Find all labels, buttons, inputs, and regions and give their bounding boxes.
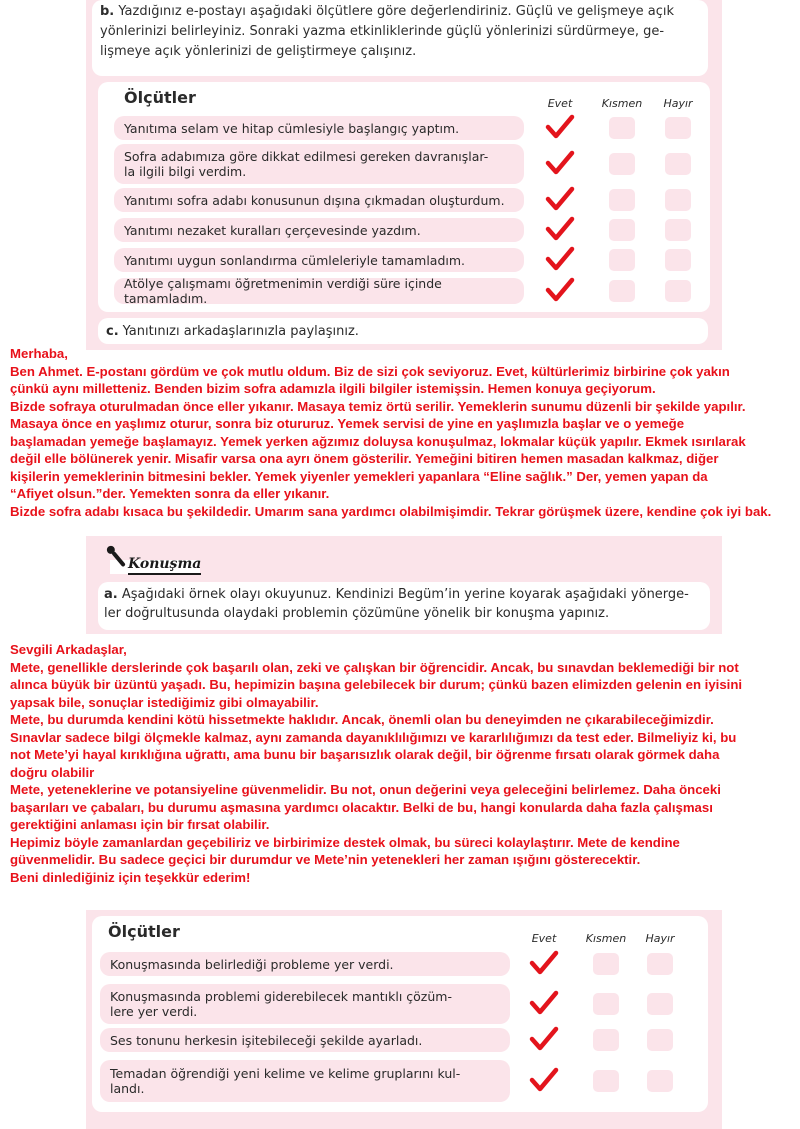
column-kismen-2: Kısmen	[585, 932, 627, 945]
letter-line: kişilerin yemeklerinin bitmesini bekler. Yemek yiyenler yemekleri yapanlara “Eline sağlık.” Der, yemen yapan da	[10, 468, 708, 484]
answer-checkbox-kısmen[interactable]	[609, 153, 635, 175]
criteria-row-line: Sofra adabımıza göre dikkat edilmesi gereken davranışlar-	[124, 149, 489, 164]
speech-line: Mete, genellikle derslerinde çok başarılı olan, zeki ve çalışkan bir öğrencidir. Ancak, bu sınavdan beklemediği bir not	[10, 659, 739, 675]
speech-line: alınca büyük bir üzüntü yaşadı. Bu, hepimizin başına gelebilecek bir durum; çünkü bazen elimizden gelenin en iyisini	[10, 677, 743, 692]
answer-checkbox-hayır[interactable]	[665, 189, 691, 211]
answer-checkbox-kısmen[interactable]	[593, 1029, 619, 1051]
criteria-row-line: Konuşmasında belirlediği probleme yer verdi.	[110, 956, 394, 972]
answer-checkbox-hayır[interactable]	[665, 280, 691, 302]
answer-checkbox-kısmen[interactable]	[593, 1070, 619, 1092]
column-hayir-1: Hayır	[663, 97, 693, 110]
letter-line: değil elle bölünerek yenir. Misafir varsa ona ayrı önem gösterilir. Yemeğini bitiren hemen masadan kalkmaz, diğer	[10, 451, 719, 466]
criteria-row	[114, 248, 524, 272]
answer-checkbox-hayır[interactable]	[665, 249, 691, 271]
criteria-row-line: lere yer verdi.	[110, 1004, 198, 1019]
speech-line: Sınavlar sadece bilgi ölçmekle kalmaz, aynı zamanda dayanıklılığımızı ve kararlılığımızı da test eder. Bilmeliyiz ki, bu	[10, 729, 737, 745]
checkmark-icon[interactable]	[545, 186, 575, 212]
letter-line: Merhaba,	[10, 346, 68, 361]
answer-checkbox-kısmen[interactable]	[609, 219, 635, 241]
letter-line: başlamadan yemeğe başlamayız. Yemek yerken ağzımız doluysa konuşulmaz, lokmalar küçük yapılır. Ekmek ısırılarak	[10, 433, 746, 449]
checkmark-icon[interactable]	[529, 990, 559, 1016]
checkmark-icon[interactable]	[529, 950, 559, 976]
criteria-row-line: Yanıtımı sofra adabı konusunun dışına çıkmadan oluşturdum.	[124, 192, 505, 208]
criteria-row	[114, 116, 524, 140]
answer-checkbox-hayır[interactable]	[647, 1029, 673, 1051]
criteria-row-text	[124, 149, 488, 179]
speech-line: güvenmelidir. Bu sadece geçici bir durumdur ve Mete’nin yetenekleri her zaman ışığını gösterecektir.	[10, 852, 641, 867]
criteria-row	[114, 144, 524, 184]
criteria-row-line: Temadan öğrendiği yeni kelime ve kelime gruplarını kul-	[110, 1066, 461, 1081]
answer-checkbox-kısmen[interactable]	[593, 993, 619, 1015]
criteria-row-text	[110, 1033, 422, 1048]
answer-checkbox-kısmen[interactable]	[609, 280, 635, 302]
speech-line: Mete, yeteneklerine ve potansiyeline güvenmelidir. Bu not, onun değerini veya geleceğini belirlemez. Daha önceki	[10, 782, 721, 797]
criteria-row	[114, 188, 524, 212]
checkmark-icon[interactable]	[545, 216, 575, 242]
criteria-row	[100, 1028, 510, 1052]
answer-checkbox-kısmen[interactable]	[609, 249, 635, 271]
letter-line: Bizde sofraya oturulmadan önce eller yıkanır. Masaya temiz örtü serilir. Yemeklerin sunumu düzenli bir şekilde yapılır.	[10, 398, 746, 414]
section-c-row: c. Yanıtınızı arkadaşlarınızla paylaşınız.	[98, 318, 708, 344]
column-kismen-1: Kısmen	[601, 97, 643, 110]
answer-checkbox-hayır[interactable]	[647, 953, 673, 975]
criteria-row-line: Yanıtımı uygun sonlandırma cümleleriyle tamamladım.	[124, 252, 466, 268]
speech-line: başarıları ve çabaları, bu durumu aşmasına yardımcı olacaktır. Belki de bu, hangi konularda daha fazla çalışması	[10, 799, 713, 815]
criteria-row	[100, 952, 510, 976]
answer-checkbox-hayır[interactable]	[647, 993, 673, 1015]
criteria-title-2: Ölçütler	[108, 922, 180, 941]
speech-line: gerektiğini anlaması için bir fırsat olabilir.	[10, 817, 270, 832]
checkmark-icon[interactable]	[529, 1026, 559, 1052]
checkmark-icon[interactable]	[545, 150, 575, 176]
letter-line: Masaya önce en yaşlımız oturur, sonra biz otururuz. Yemek servisi de yine en yaşlımızla başlar ve o yemeğe	[10, 416, 685, 431]
speech-line: yapsak bile, sonuçlar istediğimiz gibi olmayabilir.	[10, 694, 319, 710]
speech-line: doğru olabilir	[10, 764, 95, 780]
criteria-row-line: Atölye çalışmamı öğretmenimin verdiği süre içinde tamamladım.	[124, 276, 442, 306]
letter-line: Ben Ahmet. E-postanı gördüm ve çok mutlu oldum. Biz de sizi çok seviyoruz. Evet, kültürlerimiz birbirine çok yakın	[10, 363, 730, 379]
criteria-row	[100, 1060, 510, 1102]
criteria-row-text	[124, 121, 459, 136]
answer-checkbox-hayır[interactable]	[665, 117, 691, 139]
criteria-row-text	[124, 276, 514, 306]
criteria-row-text	[124, 253, 465, 268]
konusma-heading: Konuşma	[128, 556, 201, 575]
criteria-row-line: la ilgili bilgi verdim.	[124, 164, 247, 179]
speech-line: Beni dinlediğiniz için teşekkür ederim!	[10, 869, 251, 885]
criteria-row	[114, 278, 524, 304]
column-evet-1: Evet	[547, 97, 573, 110]
criteria-row-text	[110, 1066, 460, 1096]
answer-checkbox-kısmen[interactable]	[609, 117, 635, 139]
answer-checkbox-hayır[interactable]	[665, 153, 691, 175]
criteria-row-line: Konuşmasında problemi giderebilecek mantıklı çözüm-	[110, 989, 452, 1004]
criteria-row-text	[124, 193, 505, 208]
answer-checkbox-hayır[interactable]	[647, 1070, 673, 1092]
checkmark-icon[interactable]	[545, 114, 575, 140]
letter-line: Bizde sofra adabı kısaca bu şekildedir. Umarım sana yardımcı olabilmişimdir. Tekrar görüşmek üzere, kendine çok iyi bak.	[10, 503, 772, 519]
criteria-row-line: landı.	[110, 1081, 145, 1096]
checkmark-icon[interactable]	[529, 1067, 559, 1093]
speech-answer	[10, 641, 798, 886]
answer-checkbox-kısmen[interactable]	[609, 189, 635, 211]
criteria-row-line: Ses tonunu herkesin işitebileceği şekilde ayarladı.	[110, 1032, 423, 1048]
criteria-row-line: Yanıtımı nezaket kuralları çerçevesinde yazdım.	[124, 222, 421, 238]
letter-answer	[10, 345, 798, 520]
checkmark-icon[interactable]	[545, 277, 575, 303]
konusma-instructions: a. Aşağıdaki örnek olayı okuyunuz. Kendinizi Begüm’in yerine koyarak aşağıdaki yönerge- ler doğrultusunda olaydaki problemin çözümüne yönelik bir konuşma yapınız.	[98, 582, 710, 630]
criteria-row-line: Yanıtıma selam ve hitap cümlesiyle başlangıç yaptım.	[124, 120, 460, 136]
checkmark-icon[interactable]	[545, 246, 575, 272]
letter-line: çünkü aynı milletteniz. Benden bizim sofra adamızla ilgili bilgiler istemişsin. Hemen konuya geçiyorum.	[10, 381, 656, 396]
criteria-row-text	[110, 957, 394, 972]
answer-checkbox-kısmen[interactable]	[593, 953, 619, 975]
criteria-row-text	[124, 223, 421, 238]
speech-line: Hepimiz böyle zamanlardan geçebiliriz ve birbirimize destek olmak, bu süreci kolaylaştırır. Mete de kendine	[10, 834, 680, 850]
speech-line: not Mete’yi hayal kırıklığına uğrattı, ama bunu bir başarısızlık olarak değil, bir öğrenme fırsatı olarak görmek daha	[10, 747, 720, 762]
answer-checkbox-hayır[interactable]	[665, 219, 691, 241]
speech-line: Sevgili Arkadaşlar,	[10, 642, 127, 657]
section-b-instructions: b. Yazdığınız e-postayı aşağıdaki ölçütlere göre değerlendiriniz. Güçlü ve gelişmeye açık yönlerinizi belirleyiniz. Sonraki yazma etkinliklerinde güçlü yönlerinizi sürdürmeye, ge- lişmeye açık yönlerinizi de geliştirmeye çalışınız.	[100, 4, 675, 59]
criteria-row	[100, 984, 510, 1024]
criteria-title-1: Ölçütler	[124, 88, 196, 107]
column-evet-2: Evet	[531, 932, 557, 945]
criteria-row-text	[110, 989, 452, 1019]
column-hayir-2: Hayır	[645, 932, 675, 945]
criteria-row	[114, 218, 524, 242]
speech-line: Mete, bu durumda kendini kötü hissetmekte haklıdır. Ancak, önemli olan bu deneyimden ne çıkarabileceğimizdir.	[10, 712, 714, 727]
letter-line: “Afiyet olsun.”der. Yemekten sonra da eller yıkanır.	[10, 486, 330, 501]
